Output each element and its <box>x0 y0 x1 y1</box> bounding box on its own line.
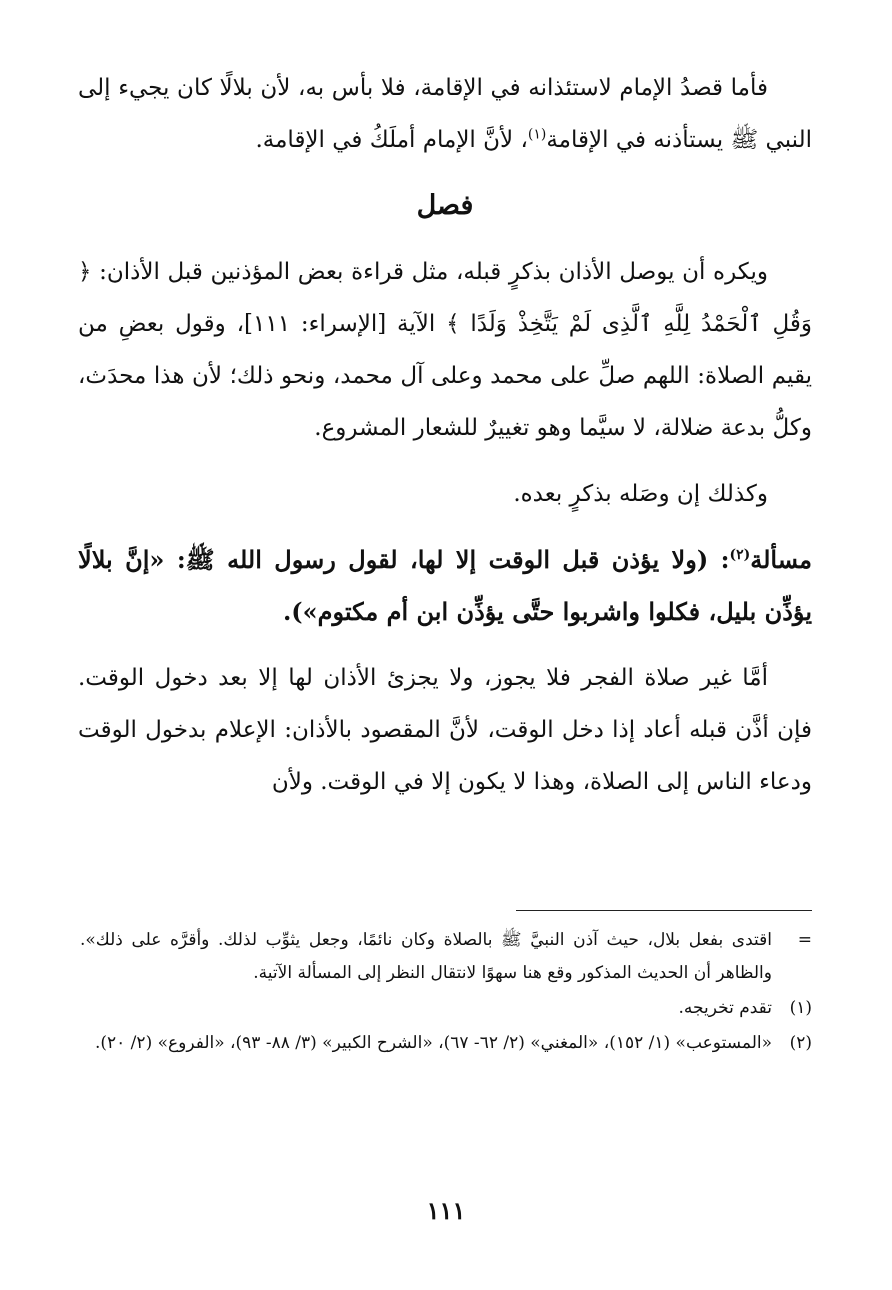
paragraph-3: وكذلك إن وصَله بذكرٍ بعده. <box>513 481 768 507</box>
footnote-1 <box>80 992 812 1025</box>
footnote-text: تقدم تخريجه. <box>678 998 772 1018</box>
footnote-continued <box>80 924 812 990</box>
footnotes <box>80 924 812 1062</box>
paragraph-4: أمَّا غير صلاة الفجر فلا يجوز، ولا يجزئ الأذان لها إلا بعد دخول الوقت. فإن أذَّن قبله أعاد إذا دخل الوقت، لأنَّ المقصود بالأذان: الإعلام بدخول الوقت ودعاء الناس إلى الصلاة، وهذا لا يكون إلا في الوقت. ولأن <box>78 665 812 795</box>
section-heading: فصل <box>416 190 474 221</box>
paragraph-1-tail: ، لأنَّ الإمام أملَكُ في الإقامة. <box>255 127 528 153</box>
footnote-text: اقتدى بفعل بلال، حيث آذن النبيَّ ﷺ بالصلاة وكان نائمًا، وجعل يثوِّب لذلك. وأقرَّه على ذلك». والظاهر أن الحديث المذكور وقع هنا سهوًا لانتقال النظر إلى المسألة الآتية. <box>80 930 772 983</box>
footnote-text: «المستوعب» (١/ ١٥٢)، «المغني» (٢/ ٦٢- ٦٧)، «الشرح الكبير» (٣/ ٨٨- ٩٣)، «الفروع» (٢/ ٢٠). <box>94 1033 772 1053</box>
footnote-marker: = <box>797 930 812 950</box>
paragraph-2: ويكره أن يوصل الأذان بذكرٍ قبله، مثل قراءة بعض المؤذنين قبل الأذان: ﴿ وَقُلِ ٱلْحَمْدُ لِلَّهِ ٱلَّذِى لَمْ يَتَّخِذْ وَلَدًا ﴾ الآية [الإسراء: ١١١]، وقول بعضِ من يقيم الصلاة: اللهم صلِّ على محمد وعلى آل محمد، ونحو ذلك؛ لأن هذا محدَث، وكلُّ بدعة ضلالة، لا سيَّما وهو تغييرٌ للشعار المشروع. <box>78 259 812 441</box>
masala-label: مسألة <box>750 545 812 574</box>
paragraph-1 <box>78 62 812 166</box>
footnote-marker: (٢) <box>789 1033 812 1053</box>
paragraph-1-text: فأما قصدُ الإمام لاستئذانه في الإقامة، فلا بأس به، لأن بلالًا كان يجيء إلى النبي ﷺ يستأذنه في الإقامة <box>78 75 812 153</box>
page-number: ١١١ <box>426 1196 466 1225</box>
page-body <box>78 62 812 822</box>
masala-paragraph <box>78 534 812 638</box>
footnote-2 <box>80 1027 812 1060</box>
footnote-divider <box>516 910 812 911</box>
masala-text: : (ولا يؤذن قبل الوقت إلا لها، لقول رسول الله ﷺ: «إنَّ بلالًا يؤذِّن بليل، فكلوا واشربوا حتَّى يؤذِّن ابن أم مكتوم»). <box>78 545 812 626</box>
footnote-ref-2: (٢) <box>729 547 751 563</box>
footnote-ref-1: (١) <box>527 126 547 143</box>
footnote-marker: (١) <box>789 998 812 1018</box>
